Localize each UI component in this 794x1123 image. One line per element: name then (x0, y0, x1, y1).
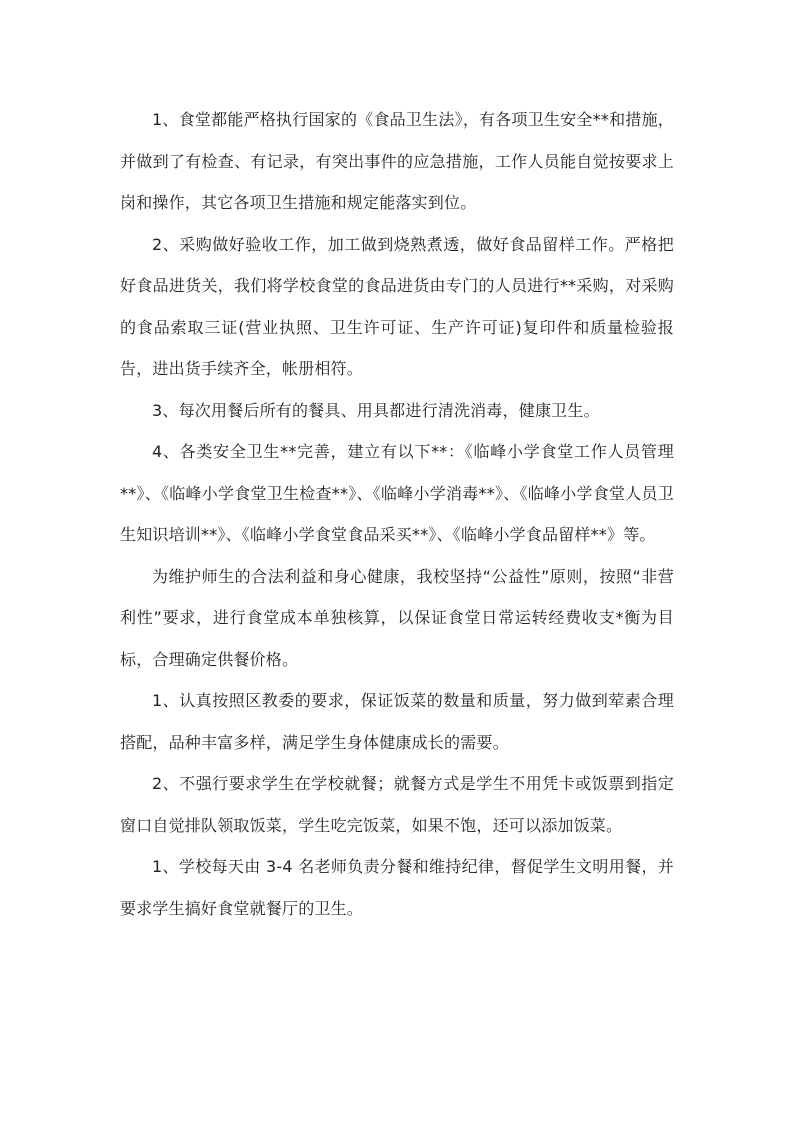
paragraph-4: 4、各类安全卫生**完善，建立有以下**：《临峰小学食堂工作人员管理**》、《临峰小学食堂卫生检查**》、《临峰小学消毒**》、《临峰小学食堂人员卫生知识培训**》、《临峰小学食堂食品采买**》、《临峰小学食品留样**》等。 (120, 442, 674, 544)
paragraph-2: 2、采购做好验收工作，加工做到烧熟煮透，做好食品留样工作。严格把好食品进货关，我们将学校食堂的食品进货由专门的人员进行**采购，对采购的食品索取三证(营业执照、卫生许可证、生产许可证)复印件和质量检验报告，进出货手续齐全，帐册相符。 (120, 234, 674, 378)
paragraph-8: 1、学校每天由 3-4 名老师负责分餐和维持纪律，督促学生文明用餐，并要求学生搞好食堂就餐厅的卫生。 (120, 857, 674, 918)
paragraph-3: 3、每次用餐后所有的餐具、用具都进行清洗消毒，健康卫生。 (152, 400, 600, 420)
paragraph-6: 1、认真按照区教委的要求，保证饭菜的数量和质量，努力做到荤素合理搭配，品种丰富多样，满足学生身体健康成长的需要。 (120, 691, 674, 752)
document-body (120, 99, 674, 929)
paragraph-5: 为维护师生的合法利益和身心健康，我校坚持“公益性”原则，按照“非营利性”要求，进行食堂成本单独核算，以保证食堂日常运转经费收支*衡为目标，合理确定供餐价格。 (120, 566, 674, 669)
paragraph-1: 1、食堂都能严格执行国家的《食品卫生法》，有各项卫生安全**和措施，并做到了有检查、有记录，有突出事件的应急措施，工作人员能自觉按要求上岗和操作，其它各项卫生措施和规定能落实到位。 (120, 110, 674, 212)
paragraph-7: 2、不强行要求学生在学校就餐；就餐方式是学生不用凭卡或饭票到指定窗口自觉排队领取饭菜，学生吃完饭菜，如果不饱，还可以添加饭菜。 (120, 774, 674, 835)
